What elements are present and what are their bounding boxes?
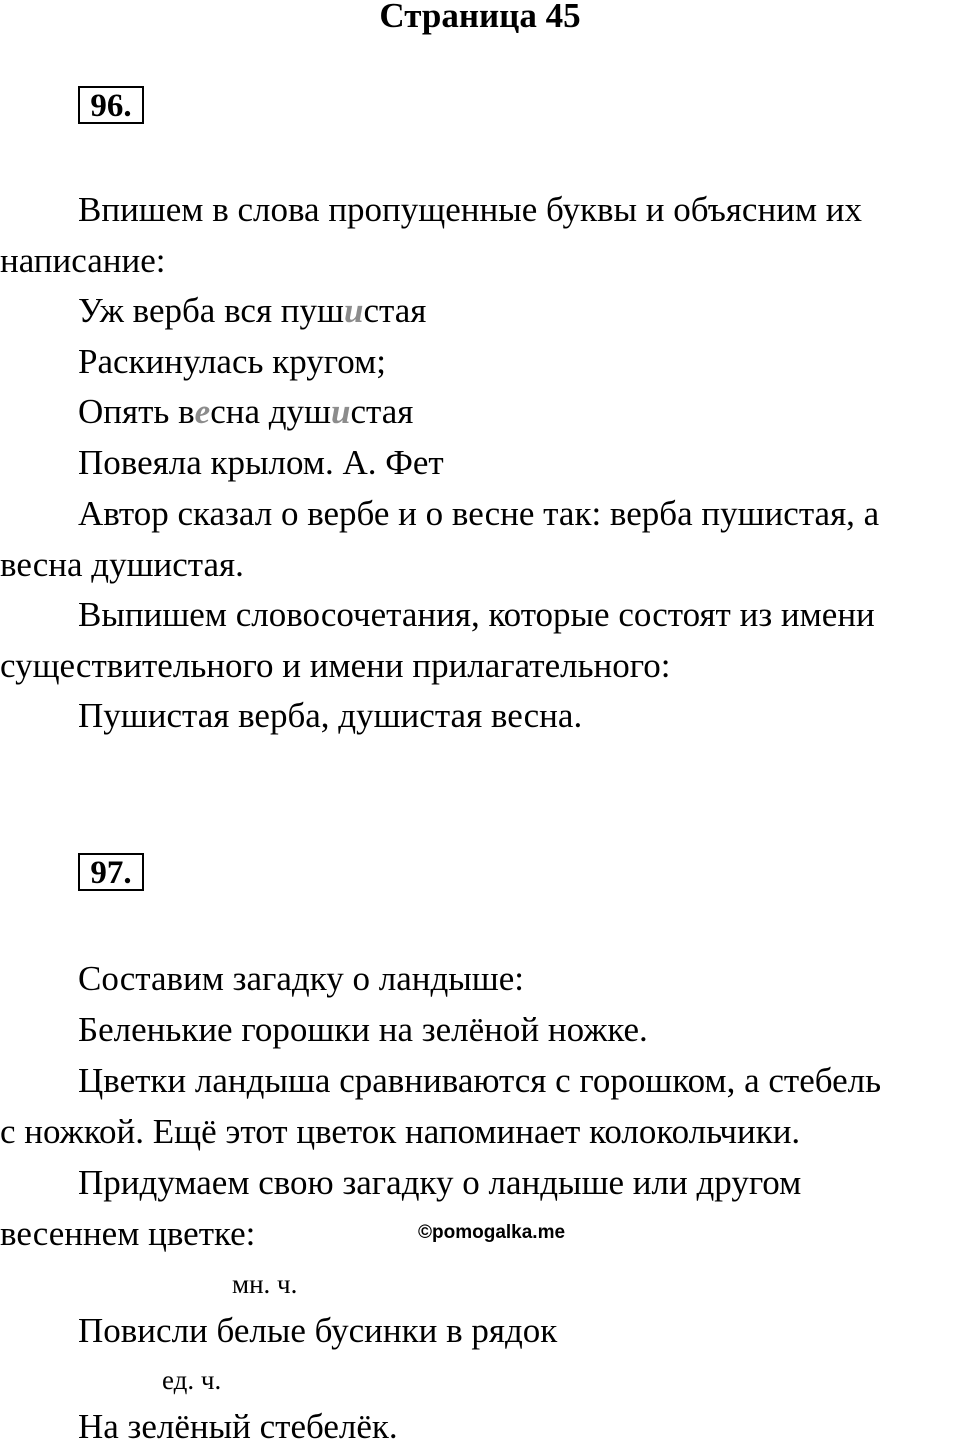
singular-note: ед. ч. [162,1365,222,1395]
task96-intro-line-1: Впишем в слова пропущенные буквы и объясним их [78,190,863,229]
page-title: Страница 45 [379,0,581,35]
poem-line-1-part-b: стая [363,291,427,330]
poem-line-3-part-c: стая [350,392,414,431]
task97-paragraph-4-line-1: Придумаем свою загадку о ландыше или другом [78,1163,802,1202]
task97-paragraph-3-line-2: с ножкой. Ещё этот цветок напоминает колокольчики. [0,1112,801,1151]
task97-paragraph-3-line-1: Цветки ландыша сравниваются с горошком, а стебель [78,1061,882,1100]
poem-line-3 [78,390,413,434]
poem-line-1 [78,289,426,333]
poem-line-3-part-b: сна душ [210,392,331,431]
task96-intro-line-2: написание: [0,241,166,280]
inserted-letter: и [343,291,364,330]
poem-line-1-part-a: Уж верба вся пуш [78,291,344,330]
task96-paragraph-2-line-2: существительного и имени прилагательного: [0,646,671,685]
inserted-letter: е [194,392,211,431]
inserted-letter: и [331,392,351,431]
task96-paragraph-2-line-1: Выпишем словосочетания, которые состоят из имени [78,595,875,634]
task-number-96: 96. [78,86,144,124]
task97-paragraph-2: Беленькие горошки на зелёной ножке. [78,1010,648,1049]
task97-paragraph-1: Составим загадку о ландыше: [78,959,524,998]
poem-line-3-part-a: Опять в [78,392,195,431]
watermark: ©pomogalka.me [418,1222,566,1243]
task-number-97: 97. [78,853,144,891]
task96-paragraph-1-line-2: весна душистая. [0,545,244,584]
riddle-line-1: Повисли белые бусинки в рядок [78,1311,558,1350]
plural-note: мн. ч. [232,1269,298,1299]
riddle-line-2: На зелёный стебелёк. [78,1407,398,1446]
task96-answer: Пушистая верба, душистая весна. [78,696,583,735]
task96-paragraph-1-line-1: Автор сказал о вербе и о весне так: верба пушистая, а [78,494,880,533]
poem-line-4: Повеяла крылом. А. Фет [78,443,444,482]
task97-paragraph-4-line-2: весеннем цветке: [0,1214,256,1253]
poem-line-2: Раскинулась кругом; [78,342,386,381]
